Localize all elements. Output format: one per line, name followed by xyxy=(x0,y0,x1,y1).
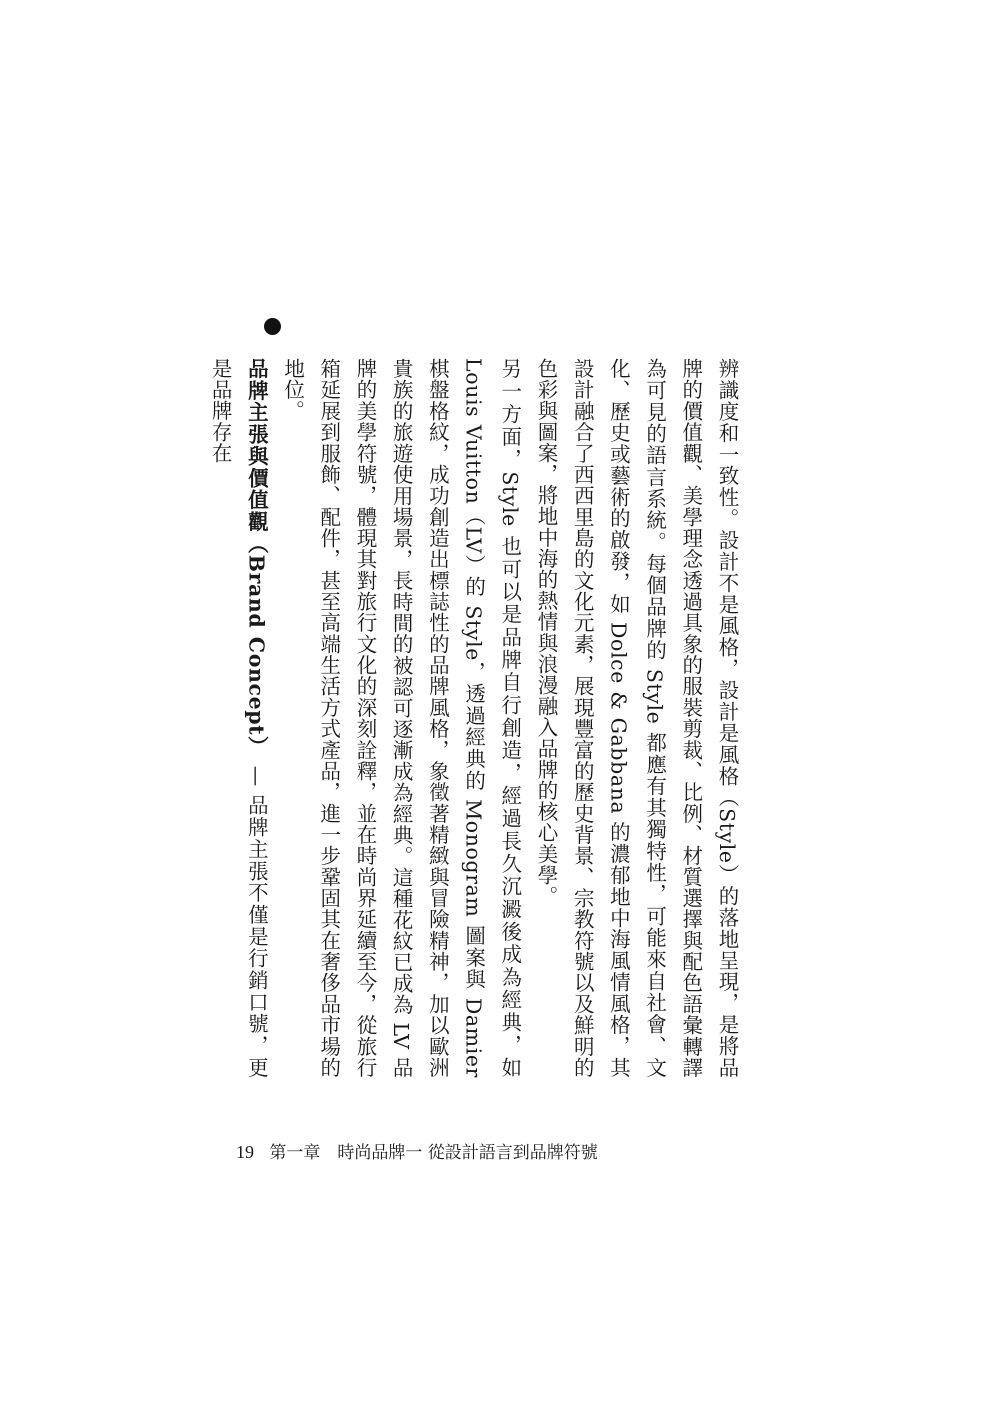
chapter-title: 第一章 時尚品牌一 從設計語言到品牌符號 xyxy=(269,1143,598,1163)
bullet-dash: — xyxy=(244,765,269,787)
bullet-term: 品牌主張與價值觀（Brand Concept） xyxy=(244,358,269,758)
bullet-brand-concept xyxy=(202,358,274,1078)
page-number: 19 xyxy=(236,1142,254,1162)
paragraph-louis-vuitton: 另一方面，Style 也可以是品牌自行創造，經過長久沉澱後成為經典，如 Louis Vuitton（LV）的 Style，透過經典的 Monogram 圖案與 Damier 棋盤格紋，成功創造出標誌性的品牌風格，象徵著精緻與冒險精神，加以歐洲貴族的旅遊使用場景，長時間的被認可逐漸成為經典。這種花紋已成為 LV 品牌的美學符號，體現其對旅行文化的深刻詮釋，並在時尚界延續至今，從旅行箱延展到服飾、配件，甚至高端生活方式產品，進一步鞏固其在奢侈品市場的地位。 xyxy=(280,358,522,1078)
bullet-text: 品牌主張不僅是行銷口號，更是品牌存在 xyxy=(208,358,269,1078)
vertical-text-body xyxy=(202,358,745,1078)
page-footer xyxy=(236,1138,598,1163)
paragraph-style-definition: 辨識度和一致性。設計不是風格，設計是風格（Style）的落地呈現，是將品牌的價值觀、美學理念透過具象的服裝剪裁、比例、材質選擇與配色語彙轉譯為可見的語言系統。每個品牌的 Style 都應有其獨特性，可能來自社會、文化、歷史或藝術的啟發，如 Dolce & Gabbana 的濃郁地中海風情風格，其設計融合了西西里島的文化元素，展現豐富的歷史背景、宗教符號以及鮮明的色彩與圖案，將地中海的熱情與浪漫融入品牌的核心美學。 xyxy=(533,358,739,1078)
bullet-dot-icon xyxy=(264,318,281,335)
